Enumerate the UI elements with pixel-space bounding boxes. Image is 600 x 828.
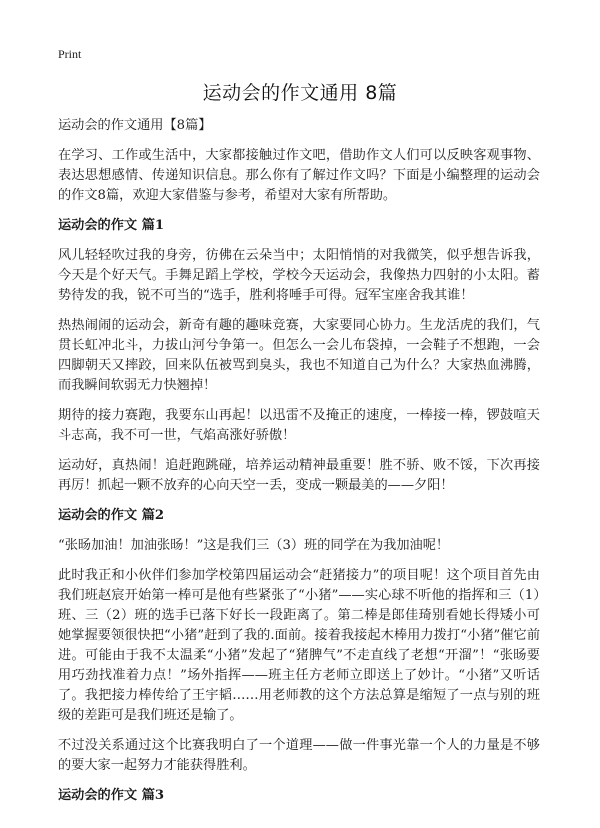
section-heading-1: 运动会的作文 篇1 xyxy=(58,218,165,233)
print-link[interactable]: Print xyxy=(58,47,82,61)
paragraph: 风儿轻轻吹过我的身旁，彷佛在云朵当中；太阳悄悄的对我微笑，似乎想告诉我，今天是个好天气。手舞足蹈上学校，学校今天运动会，我像热力四射的小太阳。蓄势待发的我，锐不可当的“选手，胜利将唾手可得。冠军宝座舍我其谁！ xyxy=(58,248,540,303)
article-body xyxy=(58,116,540,816)
paragraph: 运动好，真热闹！追赶跑跳碰，培养运动精神最重要！胜不骄、败不馁，下次再接再厉！抓起一颗不放弃的心向天空一丢，变成一颗最美的——夕阳！ xyxy=(58,458,540,493)
paragraph: 不过没关系通过这个比赛我明白了一个道理——做一件事光靠一个人的力量是不够的要大家一起努力才能获得胜利。 xyxy=(58,738,540,773)
page-title: 运动会的作文通用 8篇 xyxy=(202,82,398,104)
paragraph: 热热闹闹的运动会，新奇有趣的趣味竞赛，大家要同心协力。生龙活虎的我们，气贯长虹冲北斗，力拔山河兮争第一。但怎么一会儿布袋掉，一会鞋子不想跑，一会四脚朝天又摔跤，回来队伍被骂到臭头，我也不知道自己为什么？大家热血沸腾，而我瞬间软弱无力快翘掉！ xyxy=(58,318,540,393)
paragraph: 期待的接力赛跑，我要东山再起！以迅雷不及掩正的速度，一棒接一棒，锣鼓喧天斗志高，我不可一世，气焰高涨好骄傲！ xyxy=(58,408,540,443)
section-heading-2: 运动会的作文 篇2 xyxy=(58,508,165,523)
intro-paragraph: 在学习、工作或生活中，大家都接触过作文吧，借助作文人们可以反映客观事物、表达思想感情、传递知识信息。那么你有了解过作文吗？下面是小编整理的运动会的作文8篇，欢迎大家借鉴与参考，希望对大家有所帮助。 xyxy=(58,148,540,203)
article-subtitle: 运动会的作文通用【8篇】 xyxy=(58,118,212,133)
section-heading-3: 运动会的作文 篇3 xyxy=(58,788,165,803)
paragraph: 此时我正和小伙伴们参加学校第四届运动会“赶猪接力”的项目呢！这个项目首先由我们班赵宸开始第一棒可是他有些紧张了“小猪”——实心球不听他的指挥和三（1）班、三（2）班的选手已落下好长一段距离了。第二棒是郎佳琦别看她长得矮小可她掌握要领很快把“小猪”赶到了我的.面前。接着我接起木棒用力拨打“小猪”催它前进。可能由于我不太温柔“小猪”发起了“猪脾气”不走直线了老想“开溜”！“张旸要用巧劲找准着力点！”场外指挥——班主任方老师立即送上了妙计。“小猪”又听话了。我把接力棒传给了王宇韬……用老师教的这个方法总算是缩短了一点与别的班级的差距可是我们班还是输了。 xyxy=(58,568,540,723)
paragraph: “张旸加油！加油张旸！”这是我们三（3）班的同学在为我加油呢！ xyxy=(58,538,450,553)
